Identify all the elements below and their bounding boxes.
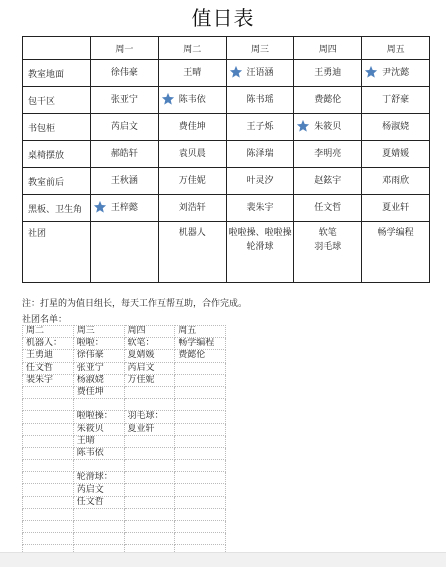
- club-cell: [175, 508, 226, 520]
- student-name: 叶灵汐: [246, 176, 274, 186]
- student-name: 王梓懿: [110, 203, 138, 213]
- club-cell: [175, 386, 226, 398]
- club-row: [23, 521, 226, 533]
- duty-cell: [226, 168, 294, 195]
- club-cell: [175, 399, 226, 411]
- duty-cell: [158, 141, 226, 168]
- duty-area-label: 桌椅摆放: [23, 141, 91, 168]
- club-cell: 朱筱贝: [73, 423, 124, 435]
- club-table: [22, 325, 226, 558]
- student-name: 王勇迪: [314, 68, 342, 78]
- duty-cell: [226, 60, 294, 87]
- club-cell: [124, 533, 175, 545]
- club-cell: 啦啦操：: [73, 411, 124, 423]
- club-cell: 万佳妮: [124, 374, 175, 386]
- student-name: 啦啦操、啦啦操: [228, 228, 292, 238]
- duty-row: [23, 168, 430, 195]
- duty-row: [23, 114, 430, 141]
- duty-header-row: [23, 37, 430, 60]
- duty-cell: [294, 141, 362, 168]
- student-name: 刘浩轩: [178, 203, 206, 213]
- duty-cell: [226, 222, 294, 283]
- duty-cell: [91, 114, 159, 141]
- club-cell: [23, 386, 74, 398]
- club-cell: [23, 423, 74, 435]
- club-cell: [124, 447, 175, 459]
- duty-area-label: 教室地面: [23, 60, 91, 87]
- duty-cell: [158, 222, 226, 283]
- club-cell: 羽毛球：: [124, 411, 175, 423]
- student-name: 陈书瑶: [246, 95, 274, 105]
- club-cell: [175, 521, 226, 533]
- duty-cell: [226, 195, 294, 222]
- club-cell: 裴朱宇: [23, 374, 74, 386]
- club-cell: 轮滑球：: [73, 472, 124, 484]
- duty-row: [23, 60, 430, 87]
- student-name: 费懿伦: [314, 95, 342, 105]
- club-cell: [23, 399, 74, 411]
- student-name: 任文哲: [314, 203, 342, 213]
- duty-cell: [294, 168, 362, 195]
- student-name: 陈韦依: [178, 95, 206, 105]
- leader-note: 注：打星的为值日组长，每天工作互帮互助，合作完成。: [22, 299, 248, 309]
- student-name: 羽毛球: [314, 242, 342, 252]
- club-cell: [124, 521, 175, 533]
- student-name: 软笔: [318, 228, 337, 238]
- club-cell: 芮启文: [73, 484, 124, 496]
- club-row: [23, 447, 226, 459]
- club-cell: [23, 533, 74, 545]
- club-cell: 周二: [23, 326, 74, 338]
- club-cell: 费佳坤: [73, 386, 124, 398]
- duty-cell: [226, 141, 294, 168]
- duty-cell: [362, 141, 430, 168]
- duty-cell: [91, 87, 159, 114]
- club-row: [23, 374, 226, 386]
- leader-star-icon: [296, 119, 310, 133]
- student-name: 机器人: [178, 228, 206, 238]
- club-cell: 王勇迪: [23, 350, 74, 362]
- club-cell: 夏业轩: [124, 423, 175, 435]
- duty-cell: [158, 87, 226, 114]
- duty-cell: [294, 222, 362, 283]
- student-name: 丁舒豪: [382, 95, 410, 105]
- duty-cell: [91, 141, 159, 168]
- club-cell: [23, 460, 74, 472]
- club-cell: [23, 484, 74, 496]
- student-name: 李明亮: [314, 149, 342, 159]
- club-row: [23, 484, 226, 496]
- duty-row: [23, 195, 430, 222]
- club-cell: [124, 508, 175, 520]
- club-cell: 陈韦依: [73, 447, 124, 459]
- club-cell: [73, 399, 124, 411]
- club-row: [23, 496, 226, 508]
- club-cell: 徐伟豪: [73, 350, 124, 362]
- club-row: [23, 460, 226, 472]
- club-cell: [124, 460, 175, 472]
- duty-cell: [226, 114, 294, 141]
- club-cell: 费懿伦: [175, 350, 226, 362]
- club-cell: 软笔：: [124, 338, 175, 350]
- duty-cell: [158, 195, 226, 222]
- club-row: [23, 338, 226, 350]
- duty-cell: [294, 114, 362, 141]
- club-cell: [124, 472, 175, 484]
- duty-cell: [158, 60, 226, 87]
- student-name: 张亚宁: [110, 95, 138, 105]
- club-cell: 畅学编程: [175, 338, 226, 350]
- club-row: [23, 411, 226, 423]
- duty-cell: [362, 60, 430, 87]
- duty-cell: [158, 114, 226, 141]
- student-name: 王晴: [183, 68, 202, 78]
- club-row: [23, 350, 226, 362]
- duty-area-label: 包干区: [23, 87, 91, 114]
- club-cell: [175, 362, 226, 374]
- duty-row: [23, 141, 430, 168]
- club-cell: 芮启文: [124, 362, 175, 374]
- club-cell: [124, 399, 175, 411]
- duty-cell: [294, 60, 362, 87]
- club-cell: [175, 460, 226, 472]
- header-day-cell: 周一: [91, 37, 159, 60]
- duty-cell: [91, 195, 159, 222]
- club-cell: [175, 423, 226, 435]
- club-cell: [23, 508, 74, 520]
- duty-cell: [294, 87, 362, 114]
- club-cell: [175, 447, 226, 459]
- club-cell: [23, 447, 74, 459]
- club-cell: [23, 435, 74, 447]
- club-cell: [124, 496, 175, 508]
- duty-cell: [91, 222, 159, 283]
- club-cell: 任文哲: [23, 362, 74, 374]
- club-row: [23, 423, 226, 435]
- club-cell: 周三: [73, 326, 124, 338]
- header-day-cell: 周二: [158, 37, 226, 60]
- club-cell: 周五: [175, 326, 226, 338]
- student-name: 赵鉉宇: [314, 176, 342, 186]
- duty-cell: [362, 222, 430, 283]
- duty-cell: [226, 87, 294, 114]
- student-name: 王秋涵: [110, 176, 138, 186]
- club-list-title: 社团名单：: [22, 315, 68, 325]
- club-cell: [175, 533, 226, 545]
- club-cell: 张亚宁: [73, 362, 124, 374]
- duty-row: [23, 87, 430, 114]
- club-row: [23, 533, 226, 545]
- student-name: 轮滑球: [246, 242, 274, 252]
- club-cell: 王晴: [73, 435, 124, 447]
- duty-table: [22, 36, 430, 283]
- club-row: [23, 508, 226, 520]
- student-name: 袁贝晨: [178, 149, 206, 159]
- club-row: [23, 399, 226, 411]
- club-cell: [175, 484, 226, 496]
- duty-cell: [158, 168, 226, 195]
- student-name: 邓雨欣: [382, 176, 410, 186]
- club-cell: 夏婧媛: [124, 350, 175, 362]
- club-row: [23, 326, 226, 338]
- student-name: 王子烁: [246, 122, 274, 132]
- club-cell: 机器人：: [23, 338, 74, 350]
- club-cell: [23, 496, 74, 508]
- header-day-cell: 周五: [362, 37, 430, 60]
- duty-cell: [91, 60, 159, 87]
- student-name: 费佳坤: [178, 122, 206, 132]
- student-name: 陈泽瑞: [246, 149, 274, 159]
- duty-cell: [294, 195, 362, 222]
- club-cell: 周四: [124, 326, 175, 338]
- header-day-cell: 周四: [294, 37, 362, 60]
- club-cell: [73, 508, 124, 520]
- student-name: 裴朱宇: [246, 203, 274, 213]
- club-cell: [73, 460, 124, 472]
- student-name: 芮启文: [110, 122, 138, 132]
- club-cell: [124, 386, 175, 398]
- duty-cell: [362, 168, 430, 195]
- student-name: 汪语涵: [246, 68, 274, 78]
- header-day-cell: 周三: [226, 37, 294, 60]
- duty-cell: [362, 195, 430, 222]
- club-cell: [23, 521, 74, 533]
- club-cell: [124, 435, 175, 447]
- leader-star-icon: [161, 92, 175, 106]
- club-row: [23, 435, 226, 447]
- leader-star-icon: [364, 65, 378, 79]
- duty-row: [23, 222, 430, 283]
- club-cell: 啦啦：: [73, 338, 124, 350]
- duty-cell: [91, 168, 159, 195]
- club-row: [23, 386, 226, 398]
- club-cell: [23, 472, 74, 484]
- student-name: 尹沈懿: [382, 68, 410, 78]
- student-name: 夏婧媛: [382, 149, 410, 159]
- club-cell: [175, 411, 226, 423]
- student-name: 郝皓轩: [110, 149, 138, 159]
- club-cell: [23, 411, 74, 423]
- club-row: [23, 472, 226, 484]
- duty-cell: [362, 114, 430, 141]
- club-cell: 杨淑娆: [73, 374, 124, 386]
- club-row: [23, 362, 226, 374]
- duty-area-label: 教室前后: [23, 168, 91, 195]
- club-cell: 任文哲: [73, 496, 124, 508]
- student-name: 畅学编程: [377, 228, 414, 238]
- club-cell: [175, 472, 226, 484]
- leader-star-icon: [93, 200, 107, 214]
- student-name: 杨淑娆: [382, 122, 410, 132]
- club-cell: [175, 435, 226, 447]
- club-cell: [124, 484, 175, 496]
- student-name: 夏业轩: [382, 203, 410, 213]
- bottom-scroll-area: [0, 552, 446, 567]
- student-name: 徐伟豪: [110, 68, 138, 78]
- club-cell: [175, 496, 226, 508]
- student-name: 万佳妮: [178, 176, 206, 186]
- club-cell: [73, 533, 124, 545]
- duty-area-label: 黑板、卫生角: [23, 195, 91, 222]
- club-cell: [175, 374, 226, 386]
- student-name: 朱筱贝: [314, 122, 342, 132]
- duty-area-label: 社团: [23, 222, 91, 283]
- leader-star-icon: [229, 65, 243, 79]
- duty-area-label: 书包柜: [23, 114, 91, 141]
- page-title: 值日表: [191, 6, 255, 30]
- duty-cell: [362, 87, 430, 114]
- header-corner-cell: [23, 37, 91, 60]
- club-cell: [73, 521, 124, 533]
